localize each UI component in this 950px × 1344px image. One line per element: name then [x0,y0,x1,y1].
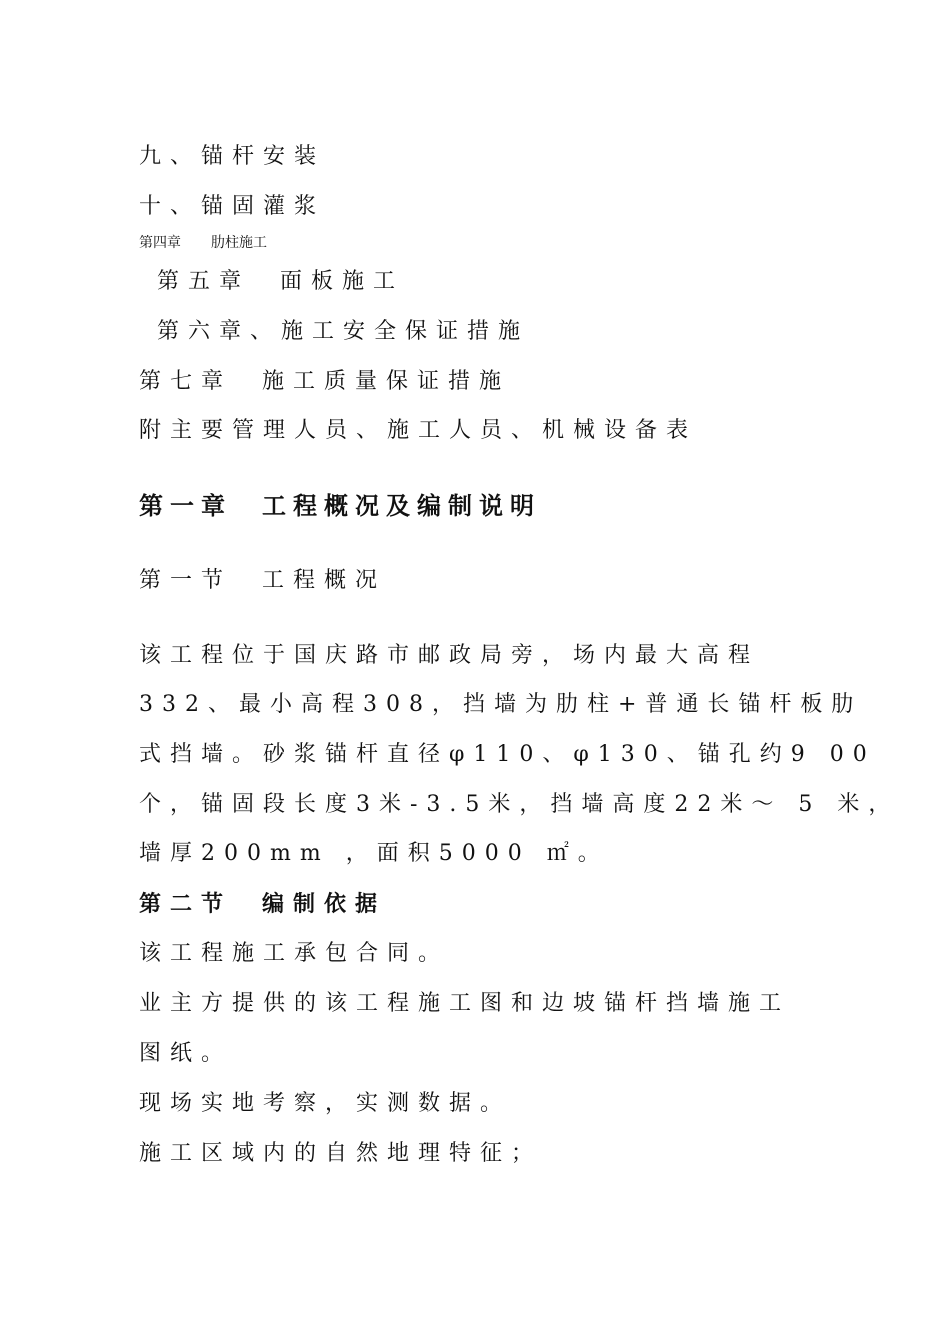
section-2-number: 第二节 [139,891,233,917]
basis-line: 现场实地考察，实测数据。 [139,1091,512,1116]
chapter-1-number: 第一章 [139,491,232,520]
chapter-1-heading [139,491,541,520]
paragraph-line: 个，锚固段长度3米-3.5米，挡墙高度22米～ 5 米， [139,792,900,817]
toc-chapter-4-title: 肋柱施工 [211,235,267,251]
toc-chapter-7-title: 施工质量保证措施 [262,369,511,394]
basis-line: 业主方提供的该工程施工图和边坡锚杆挡墙施工 [139,991,791,1016]
paragraph-line: 墙厚200mm ，面积5000 ㎡。 [139,841,609,866]
toc-chapter-6: 第六章、施工安全保证措施 [157,319,530,344]
section-2-title: 编制依据 [262,891,387,917]
chapter-1-title: 工程概况及编制说明 [262,491,541,520]
toc-chapter-4-number: 第四章 [139,235,181,251]
toc-appendix: 附主要管理人员、施工人员、机械设备表 [139,418,698,443]
paragraph-line: 332、最小高程308，挡墙为肋柱+普通长锚杆板肋 [139,692,863,717]
section-1-heading [139,570,386,592]
toc-chapter-7 [139,371,510,393]
toc-chapter-5-title: 面板施工 [280,269,405,294]
basis-line: 该工程施工承包合同。 [139,941,450,966]
toc-chapter-5 [157,271,404,293]
section-1-title: 工程概况 [262,568,387,593]
paragraph-line: 式挡墙。砂浆锚杆直径φ110、φ130、锚孔约9 00 [139,742,876,767]
basis-line: 施工区域内的自然地理特征； [139,1141,543,1166]
toc-chapter-5-number: 第五章 [157,269,251,294]
toc-item-9: 九、锚杆安装 [139,144,326,169]
toc-chapter-7-number: 第七章 [139,369,233,394]
toc-chapter-4 [139,236,267,250]
section-1-number: 第一节 [139,568,233,593]
paragraph-line: 该工程位于国庆路市邮政局旁，场内最大高程 [139,643,760,668]
toc-item-10: 十、锚固灌浆 [139,194,326,219]
basis-line: 图纸。 [139,1041,233,1066]
section-2-heading [139,893,386,915]
